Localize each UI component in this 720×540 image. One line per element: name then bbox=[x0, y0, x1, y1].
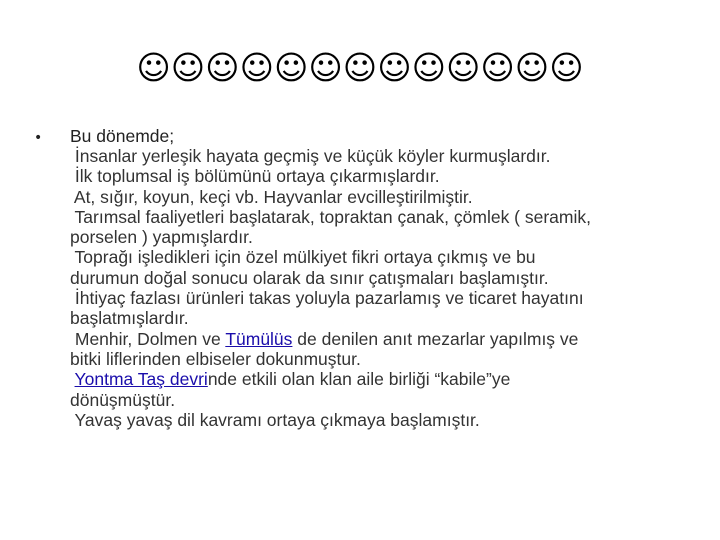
smiley-icons-row: ☺☺☺☺☺☺☺☺☺☺☺☺☺ bbox=[136, 48, 584, 87]
body-line: İhtiyaç fazlası ürünleri takas yoluyla pazarlamış ve ticaret hayatını bbox=[70, 288, 584, 309]
body-line: Tarımsal faaliyetleri başlatarak, topraktan çanak, çömlek ( seramik, bbox=[70, 206, 591, 227]
bullet-body bbox=[70, 146, 684, 430]
body-line: porselen ) yapmışlardır. bbox=[70, 227, 253, 248]
bullet-list bbox=[34, 126, 684, 430]
bullet-icon: • bbox=[34, 130, 43, 146]
body-line: başlatmışlardır. bbox=[70, 308, 189, 329]
body-line: dönüşmüştür. bbox=[70, 389, 176, 410]
body-text: nde etkili olan klan aile birliği “kabile”ye bbox=[207, 369, 511, 390]
body-line: At, sığır, koyun, keçi vb. Hayvanlar evcilleştirilmiştir. bbox=[70, 186, 473, 207]
body-line bbox=[70, 329, 684, 349]
body-line: İlk toplumsal iş bölümünü ortaya çıkarmışlardır. bbox=[70, 166, 440, 187]
body-text: Menhir, Dolmen ve bbox=[70, 328, 226, 349]
list-item bbox=[34, 126, 684, 146]
body-line: Yavaş yavaş dil kavramı ortaya çıkmaya başlamıştır. bbox=[70, 409, 480, 430]
body-line bbox=[70, 369, 684, 389]
yontma-tas-devri-link[interactable]: Yontma Taş devri bbox=[74, 369, 208, 390]
body-line: Toprağı işledikleri için özel mülkiyet fikri ortaya çıkmış ve bu bbox=[70, 247, 536, 268]
bullet-heading: Bu dönemde; bbox=[70, 126, 175, 146]
body-line: İnsanlar yerleşik hayata geçmiş ve küçük köyler kurmuşlardır. bbox=[70, 146, 551, 166]
body-line: durumun doğal sonucu olarak da sınır çatışmaları başlamıştır. bbox=[70, 267, 549, 288]
body-line: bitki liflerinden elbiseler dokunmuştur. bbox=[70, 348, 361, 369]
tumulus-link[interactable]: Tümülüs bbox=[225, 328, 293, 349]
body-text: de denilen anıt mezarlar yapılmış ve bbox=[292, 328, 579, 349]
